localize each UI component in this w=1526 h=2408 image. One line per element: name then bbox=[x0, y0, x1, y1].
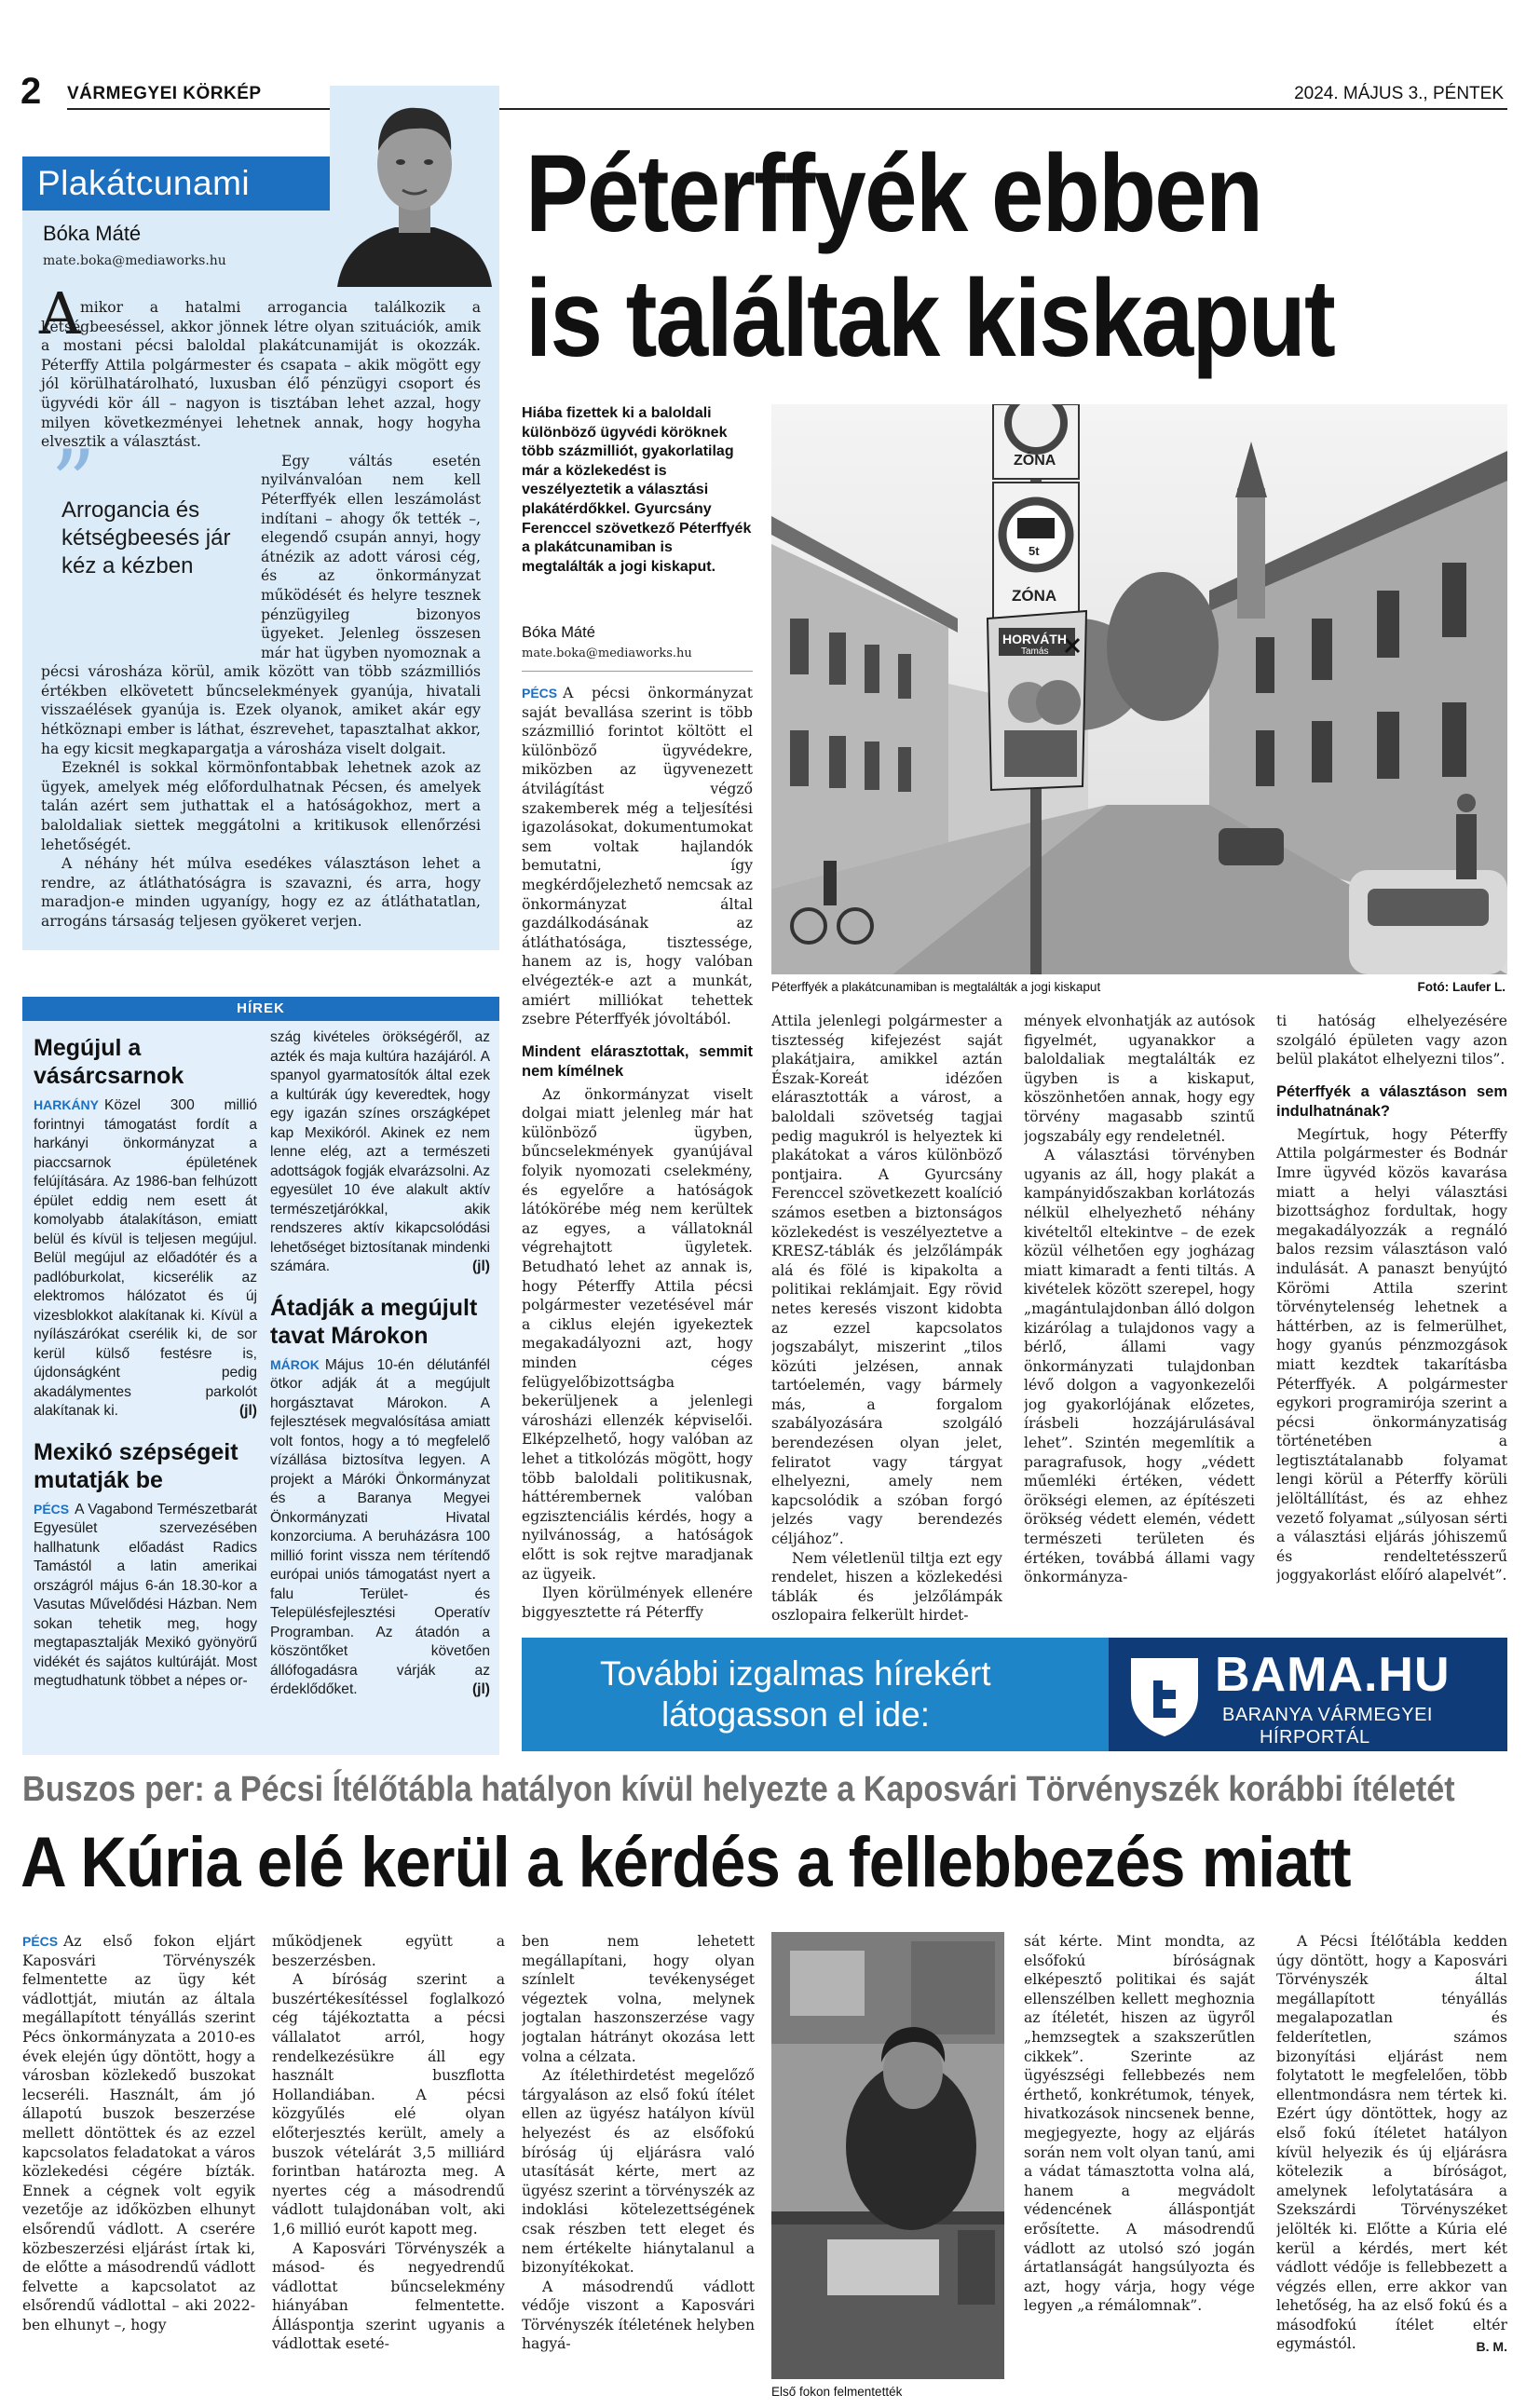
lead-divider bbox=[522, 671, 753, 672]
column-paragraph: A néhány hét múlva esedékes választáson lehet a rendre, az átláthatóságra is szavazni, és arra, hogy maradjon-e minden ugyanígy, hogy ez az átláthatatlan, arrogáns társaság teljesen gyökeret verjen. bbox=[41, 855, 481, 930]
place-tag: PÉCS bbox=[22, 1934, 59, 1949]
second-column-1 bbox=[22, 1932, 255, 2398]
news-column-1 bbox=[34, 1030, 257, 1748]
second-col3-paragraph: A másodrendű vádlott védője viszont a Kaposvári Törvényszék ítéletének helyben hagyá- bbox=[522, 2278, 755, 2353]
second-signature: B. M. bbox=[1476, 2339, 1507, 2355]
sign-zone-text: ZÓNA bbox=[1014, 453, 1056, 469]
lead-col1-paragraph: Az önkormányzat viselt dolgai miatt jelenleg már hat különböző ügyben, bűncselekmények gyanújával folyik nyomozati cselekmény, és egyelőre a hatóságok látókörébe még nem kerültek az egyes, a vállatoknál végrehajtott ügyletek. Betudható lehet az annak is, hogy Péterffy Attila pécsi polgármester vezetésével már a ciklus elején igyekeztek megakadályozni azt, hogy minden céges felügyelőbizottságba bekerüljenek a jelenlegi városházi ellenzék képviselői. Elképzelhető, hogy valóban az lehet a titkolózás mögött, hogy több baloldali politikusnak, háttérembernek valóban egzisztenciális kérdés, hogy a nyilvánosság, a hatóságok előtt is sok rejtve maradjanak az ügyeik. bbox=[522, 1085, 753, 1583]
issue-date: 2024. MÁJUS 3., PÉNTEK bbox=[1294, 84, 1504, 103]
news-text: szág kivételes örökségéről, az azték és maja kultúra hazájáról. A spanyol gyarmatosítók által ezek a kultúrák úgy keveredtek, hogy egy igazán színes országképet kap Mexikóról. Akinek ez nem lenne elég, azt a természeti adottságok fogják elvarázsolni. Az egyesület 10 éve alakult aktív természetjárókkal, akik rendszeres aktív kikapcsolódási lehetőséget biztosítanak mindenki számára. bbox=[270, 1029, 490, 1274]
column-paragraph: Egy váltás esetén nyilvánvalóan nem kell Péterffyék ellen leszámolást indítani – ahogy ők tették –, elegendő csupán annyi, hogy átnézik az adott városi cég, és az önkormányzat működését és helyre tesznek pénzügyileg bizonyos ügyeket. Jelenleg összesen már hat ügyben nyomoznak a pécsi városháza körül, amik között van több százmilliós értékben elkövetett bűncselekmények gyanúja, hivatali visszaélések gyanúja is. Ezek olyanok, amiket akár egy hétköznapi ember is láthat, észrevehet, tapasztalhat akkor, ha egy kicsit megkapargatja a városháza viselt dolgait. bbox=[41, 452, 481, 757]
lead-photo-caption: Péterffyék a plakátcunamiban is megtalálták a jogi kiskaput bbox=[771, 980, 1101, 994]
second-column-5 bbox=[1276, 1932, 1507, 2398]
lead-column-2 bbox=[771, 1012, 1002, 1660]
second-col2-paragraph: működjenek együtt a beszerzésben. bbox=[272, 1933, 505, 1969]
second-col3-paragraph: ben nem lehetett megállapítani, hogy olyan színlelt tevékenységet végeztek volna, melynek jogtalan haszonszerzése vagy jogtalan hátrányt okozása lett volna a célzata. bbox=[522, 1933, 755, 2065]
page-header bbox=[20, 71, 1507, 116]
news-signature: (jl) bbox=[238, 1403, 257, 1419]
pullquote bbox=[41, 430, 252, 659]
second-column-2 bbox=[272, 1932, 505, 2398]
lead-author: Bóka Máté bbox=[522, 624, 595, 641]
lead-intro: Hiába fizettek ki a baloldali különböző ügyvédi köröknek több százmilliót, gyakorlatilag már a közlekedést is veszélyeztetik a választási plakátérdőkkel. Gyurcsány Ferenccel szövetkező Péterffyék a plakátcunamiban is megtalálták a jogi kiskaput. bbox=[522, 405, 752, 575]
court-photo bbox=[771, 1932, 1004, 2379]
second-column-3 bbox=[522, 1932, 755, 2398]
shield-icon bbox=[1125, 1653, 1204, 1738]
news-text: Május 10-én délutánfél ötkor adják át a megújult horgásztavat Márokon. A fejlesztések megvalósítása amiatt volt fontos, hogy a tó megfelelő vízállása biztosítva legyen. A projekt a Máróki Önkormányzat és a Baranya Megyei Önkormányzati Hivatal konzorciuma. A beruházásra 100 millió forint vissza nem térítendő európai uniós támogatást nyert a falu Terület- és Településfejlesztési Operatív Programban. Az átadón a köszöntőket követően állófogadásra várják az érdeklődőket. bbox=[270, 1356, 490, 1697]
place-tag: MÁROK bbox=[270, 1356, 320, 1372]
column-body bbox=[39, 279, 481, 941]
lead-column-4 bbox=[1276, 1012, 1507, 1660]
lead-photo bbox=[771, 404, 1507, 974]
news-signature: (jl) bbox=[471, 1258, 490, 1274]
news-text: Közel 300 millió forintnyi támogatást fordít a harkányi önkormányzat a piaccsarnok épületének felújítására. Az 1986-ban felhúzott épület eddig nem esett át komolyabb átalakításon, emiatt belül és kívül is teljesen megújul. Belül megújul az előadótér és a padlóburkolat, kicserélik az elektromos hálózatot és új vizesblokkot alakítanak ki. Kívül a nyílászárókat cserélik ki, de sor kerül külső festésre is, újdonságként pedig akadálymentes parkolót alakítanak ki. bbox=[34, 1097, 257, 1419]
ad-brand-sub1: BARANYA VÁRMEGYEI bbox=[1222, 1705, 1433, 1725]
lead-subheading: Mindent elárasztottak, semmit nem kímélnek bbox=[522, 1042, 753, 1080]
place-tag: PÉCS bbox=[34, 1501, 70, 1517]
page-number: 2 bbox=[20, 71, 42, 112]
place-tag: HARKÁNY bbox=[34, 1097, 99, 1112]
quote-mark-icon: ” bbox=[50, 430, 97, 536]
lead-col1-text: A pécsi önkormányzat saját bevallása szerint is több százmillió forintot költött el különböző ügyvédekre, miközben az ügyvenezett átvilágítást végző szakemberek még a teljesítési igazolásokat, dokumentumokat sem voltak hajlandók bemutatni, így megkérdőjelezhető nemcsak az önkormányzat által gazdálkodásának az átláthatósága, tisztessége, hanem az is, hogy valóban elvégezték-e azt a munkát, amiért milliókat tehettek zsebre Péterffyék jóvoltából. bbox=[522, 685, 753, 1028]
lead-email: mate.boka@mediaworks.hu bbox=[522, 646, 692, 660]
second-col1-text: Az első fokon eljárt Kaposvári Törvényszék felmentette az ügy két vádlottját, miután az általa megállapított tényállás szerint Pécs önkormányzata a 2010-es évek elején úgy döntött, hogy a városban közlekedő buszokat lecseréli. Használt, ám jó állapotú buszok beszerzése mellett döntöttek és az ezzel kapcsolatos feladatokat a város közlekedési cégére bízták. Ennek a cégnek volt egyik vezetője az időközben elhunyt elsőrendű vádlott. A cserére közbeszerzési eljárást írtak ki, de előtte a másodrendű vádlott felvette a kapcsolatot az elsőrendű vádlottal – aki 2022-ben elhunyt –, hogy bbox=[22, 1933, 255, 2333]
lead-headline-line1: Péterffyék ebben bbox=[525, 132, 1262, 255]
lead-column-3 bbox=[1024, 1012, 1255, 1660]
ad-text-line2: látogasson el ide: bbox=[661, 1695, 930, 1734]
section-name: VÁRMEGYEI KÖRKÉP bbox=[67, 84, 262, 103]
news-item bbox=[34, 1500, 257, 1692]
news-item bbox=[34, 1095, 257, 1422]
poster-name: HORVÁTH bbox=[1002, 632, 1067, 646]
column-title: Plakátcunami bbox=[37, 164, 251, 202]
lead-subheading-2: Péterffyék a választáson sem indulhatnának? bbox=[1276, 1082, 1507, 1120]
pullquote-text: Arrogancia és kétségbeesés jár kéz a kézben bbox=[61, 497, 231, 578]
lead-col4-paragraph: ti hatóság elhelyezésére szolgáló épületen vagy azon belül plakátot elhelyezni tilos”. bbox=[1276, 1013, 1507, 1068]
second-col5-paragraph: A Pécsi Ítélőtábla kedden úgy döntött, hogy a Kaposvári Törvényszék által megállapított tényállás megalapozatlan és felderítetlen, számos bizonyítási eljárást nem folytatott le megfelelően, több ellentmondásra nem tértek ki. Ezért úgy döntöttek, hogy az első fokú ítéletet hatályon kívül helyezik és új eljárásra kötelezik a bíróságot, amelynek lefolytatására a Szekszárdi Törvényszéket jelölték ki. Előtte a Kúria elé kerül a kérdés, mert két vádlott védője is fellebbezett a végzés ellen, erre akkor van lehetőség, ha az első fokú és a másodfokú ítélet eltér egymástól. bbox=[1276, 1933, 1507, 2353]
column-dropcap: A bbox=[39, 279, 81, 347]
column-paragraph: mikor a hatalmi arrogancia találkozik a kétségbeeséssel, akkor jönnek létre olyan szituációk, amik a mostani pécsi baloldal plakátcunamiját is okozzák. Péterffy Attila polgármester és csapata – akik mögött egy jól körülhatárolható, luxusban élő pénzügyi csoport és ügyvédi kör áll – nagyon is tisztában lehet azzal, hogy milyen következményei lehetnek annak, hogy hogyha elvesztik a választást. bbox=[41, 299, 481, 451]
news-title: Mexikó szépségeit mutatják be bbox=[34, 1438, 238, 1493]
sign-zone-text-2: ZÓNA bbox=[1012, 587, 1057, 605]
sign-weight-text: 5t bbox=[1029, 544, 1040, 558]
second-headline: A Kúria elé kerül a kérdés a fellebbezés miatt bbox=[20, 1823, 1351, 1902]
news-title: Megújul a vásárcsarnok bbox=[34, 1035, 184, 1089]
news-item bbox=[270, 1355, 490, 1700]
news-column-2 bbox=[270, 1028, 490, 1748]
lead-column-1 bbox=[522, 684, 753, 1658]
lead-col3-paragraph: mények elvonhatják az autósok figyelmét, ugyanakkor a baloldaliak megtalálták ez ügyben is a kiskaput, köszönhetően annak, hogy egy törvény magasabb szintű jogszabály egy rendeletnél. bbox=[1024, 1013, 1255, 1145]
second-col2-paragraph: A Kaposvári Törvényszék a másod- és negyedrendű vádlottat bűncselekmény hiányában felmentette. Álláspontja szerint ugyanis a vádlottak eseté- bbox=[272, 2239, 505, 2353]
lead-photo-credit: Fotó: Laufer L. bbox=[1417, 980, 1506, 994]
court-photo-caption: Első fokon felmentették bbox=[771, 2385, 903, 2399]
second-column-4 bbox=[1024, 1932, 1255, 2398]
news-box bbox=[22, 997, 499, 1755]
lead-headline-line2: is találtak kiskaput bbox=[525, 257, 1335, 380]
column-email: mate.boka@mediaworks.hu bbox=[43, 253, 226, 268]
news-signature: (jl) bbox=[471, 1681, 490, 1697]
lead-col2-paragraph: Nem véletlenül tiltja ezt egy rendelet, hiszen a közlekedési táblák és jelzőlámpák oszlopaira felkerült hirdet- bbox=[771, 1549, 1002, 1625]
poster-firstname: Tamás bbox=[1021, 646, 1049, 657]
news-label-band bbox=[22, 997, 499, 1021]
news-item bbox=[270, 1028, 490, 1277]
second-col2-paragraph: A bíróság szerint a buszértékesítéssel foglalkozó cég tájékoztatta a pécsi vállalatot arról, hogy rendelkezésükre áll egy használt buszflotta Hollandiában. A pécsi közgyűlés elé olyan előterjesztés került, amely a buszok vételárát 3,5 milliárd forintban határozta meg. A nyertes cég a másodrendű vádlott tulajdonában volt, aki 1,6 millió eurót kapott meg. bbox=[272, 1971, 505, 2238]
lead-col3-paragraph: A választási törvényben ugyanis az áll, hogy plakát a kampányidőszakban korlátozás nélkül elhelyezhető néhány kivételtől eltekintve – de ezek közül vélhetően egy jogházag miatt kimaradt a fenti tiltás. A kivételek között szerepel, hogy „magántulajdonban álló dolgon kizárólag a tulajdonos vagy a bérlő, állami vagy önkormányzati tulajdonban lévő dolgon a vagyonkezelői jog gyakorlójának előzetes, írásbeli hozzájárulásával lehet”. Szintén megemlítik a paragrafusok, hogy „védett műemléki értéken, védett örökségi elemen, az építészeti örökség védett elemén, védett természeti területen és értéken, továbbá állami vagy önkormányza- bbox=[1024, 1147, 1255, 1586]
second-col4-paragraph: sát kérte. Mint mondta, az elsőfokú bíróságnak elképesztő politikai és saját ellenszélben kellett meghoznia az ítéletét, hiszen az ügyről „hemzsegtek a szakszerűtlen cikkek”. Szerinte az ügyészségi fellebbezés nem érthető, konkrétumok, tények, hivatkozások nincsenek benne, megjegyezte, hogy az eljárás során nem volt olyan tanú, ami a vádat támasztotta volna alá, hanem a megvádolt védencének álláspontját erősítette. A másodrendű vádlott az utolsó szó jogán ártatlanságát hangsúlyozta és azt, hogy várja, hogy vége legyen „a rémálomnak”. bbox=[1024, 1933, 1255, 2315]
column-paragraph: Ezeknél is sokkal körmönfontabbak lehetnek azok az ügyek, amelyek még előfordulhatnak Pécsen, és amelyek talán azért sem juthattak el a hatóságokhoz, mert a baloldaliak siettek meggátolni a kritikusok ellenőrzési lehetőségét. bbox=[41, 759, 481, 853]
author-portrait bbox=[330, 86, 499, 287]
news-text: A Vagabond Természetbarát Egyesület szervezésében hallhatunk előadást Radics Tamástól a latin amerikai országról május 6-án 18.30-kor a Vasutas Művelődési Házban. Nem sokan tehetik meg, hogy megtapasztalják Mexikó gyönyörű vidékét és sajátos kultúráját. Most megtudhatunk többet a népes or- bbox=[34, 1501, 257, 1689]
bama-ad-banner[interactable] bbox=[522, 1638, 1507, 1751]
news-title: Átadják a megújult tavat Márokon bbox=[270, 1294, 478, 1349]
ad-brand-sub2: HÍRPORTÁL bbox=[1260, 1727, 1370, 1748]
ad-text-line1: További izgalmas hírekért bbox=[600, 1654, 991, 1693]
column-author: Bóka Máté bbox=[43, 222, 142, 245]
lead-col1-paragraph: Ilyen körülmények ellenére biggyesztette rá Péterffy bbox=[522, 1585, 753, 1621]
opinion-column bbox=[22, 156, 499, 950]
second-col3-paragraph: Az ítélethirdetést megelőző tárgyaláson az első fokú ítélet ellen az ügyész hatályon kívül helyezést és az elsőfokú bíróság új eljárásra való utasítását kérte, mert az ügyész szerint a törvényszék az indoklási kötelezettségének csak részben tett eleget és nem értékelte hiánytalanul a bizonyítékokat. bbox=[522, 2067, 755, 2277]
lead-col4-paragraph: Megírtuk, hogy Péterffy Attila polgármester és Bodnár Imre ügyvéd közös kavarása miatt a helyi választási bizottsághoz fordultak, hogy megakadályozzák a regnáló balos rezsim választáson való indulását. A panaszt benyújtó Körömi Attila szerint törvénytelenség lehetnek a háttérben, az is felmerülhet, hogy gyanús pénzmozgások miatt kezdtek takarításba Péterffyék. A polgármester egykori programirója szerint a pécsi önkormányzatiság történetében a legtisztátalanabb folyamat lengi körül a Péterffy körüli jelöltállítást, és az ehhez vezető folyamat „súlyosan sérti a választási eljárás jóhiszemű és rendeltetésszerű joggyakorlást előíró alapelvét”. bbox=[1276, 1125, 1507, 1585]
header-rule bbox=[67, 108, 1507, 110]
second-kicker: Buszos per: a Pécsi Ítélőtábla hatályon kívül helyezte a Kaposvári Törvényszék korábbi ítéletét bbox=[22, 1770, 1455, 1809]
ad-brand: BAMA.HU bbox=[1215, 1648, 1451, 1702]
place-tag: PÉCS bbox=[522, 686, 558, 701]
news-label: HÍREK bbox=[237, 1000, 285, 1016]
lead-col2-paragraph: Attila jelenlegi polgármester a tisztesség kifejezést saját plakátjaira, amikkel aztán Észak-Koreát idézően elárasztották a várost, a baloldali szövetség tagjai pedig magukról is helyeztek ki plakátokat a város különböző pontjaira. A Gyurcsány Ferenccel szövetkezett koalíció számos esetben a biztonságos közlekedést is veszélyeztetve a KRESZ-táblák és jelzőlámpák alá és fölé is kipakolta a politikai reklámjait. Egy rövid netes keresés viszont kidobta az ezzel kapcsolatos jogszabályt, miszerint „tilos közúti jelzésen, annak tartóelemén, vagy bármely más, a forgalom szabályozására szolgáló berendezésen olyan jelet, feliratot vagy tárgyat elhelyezni, amely nem kapcsolódik a szóban forgó jelzés vagy berendezés céljához”. bbox=[771, 1013, 1002, 1548]
